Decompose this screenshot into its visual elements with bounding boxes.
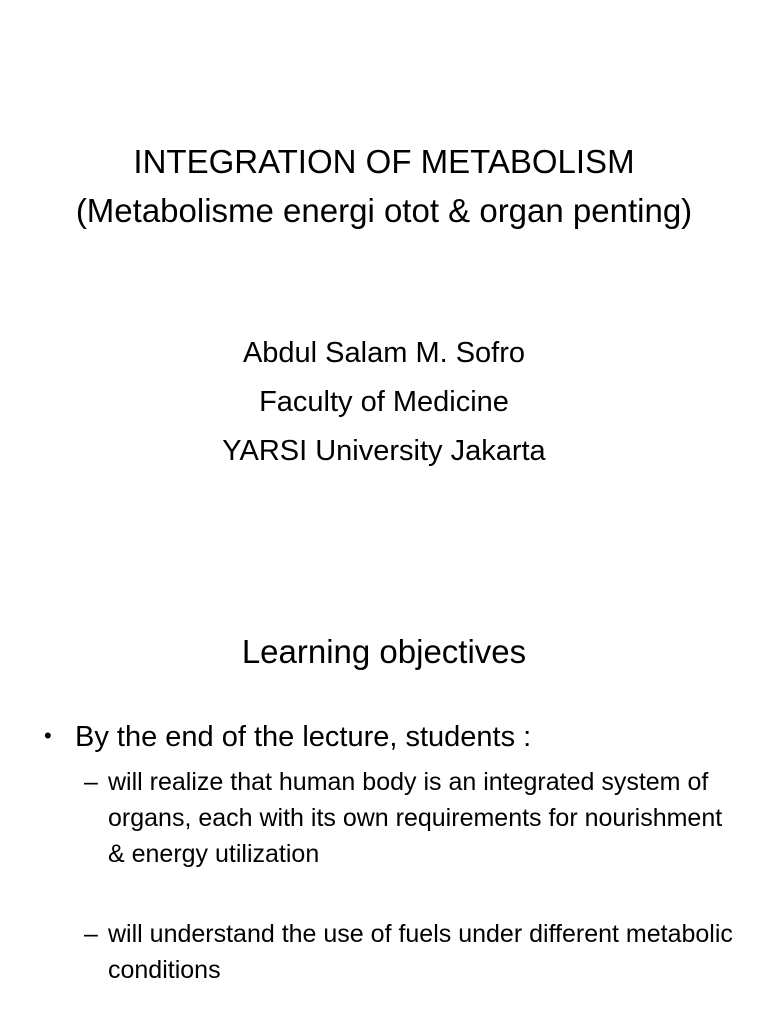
dash-icon: – bbox=[84, 920, 98, 948]
faculty-name: Faculty of Medicine bbox=[259, 386, 509, 418]
sub-item bbox=[84, 764, 744, 872]
bullet-item bbox=[44, 718, 744, 755]
university-name: YARSI University Jakarta bbox=[222, 435, 546, 467]
slide-title: INTEGRATION OF METABOLISM bbox=[133, 143, 635, 180]
bullet-text: By the end of the lecture, students : bbox=[75, 721, 532, 753]
objectives-heading: Learning objectives bbox=[241, 633, 527, 670]
author-name: Abdul Salam M. Sofro bbox=[242, 337, 526, 369]
sub-item bbox=[84, 916, 744, 988]
objectives-slide bbox=[0, 512, 768, 1024]
sub-item-text: will realize that human body is an integrated system of organs, each with its own requirements for nourishment & energy utilization bbox=[108, 768, 723, 868]
sub-item-text: will understand the use of fuels under different metabolic conditions bbox=[108, 920, 733, 984]
slide-subtitle: (Metabolisme energi otot & organ penting) bbox=[75, 192, 693, 229]
bullet-icon: • bbox=[44, 723, 52, 748]
dash-icon: – bbox=[84, 768, 98, 796]
